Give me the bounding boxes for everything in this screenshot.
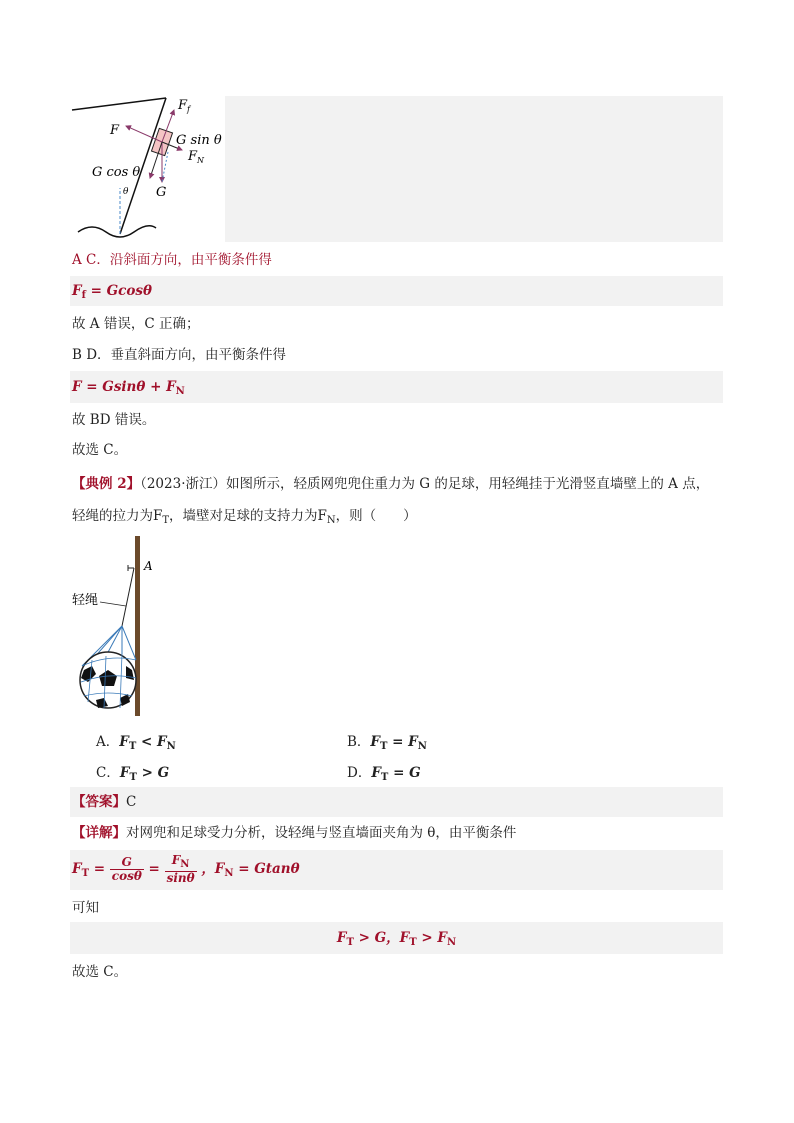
label-a: A bbox=[144, 559, 153, 573]
fraction-g-cos: $\frac{G}{\cos\theta}$ bbox=[111, 855, 142, 883]
incline-force-diagram bbox=[70, 96, 225, 242]
detail-line: 【详解】对网兜和足球受力分析，设轻绳与竖直墙面夹角为 θ，由平衡条件 bbox=[72, 825, 517, 841]
label-f: F bbox=[110, 123, 120, 138]
football-wall-diagram bbox=[70, 532, 180, 718]
fraction-fn-sin: $\frac{F_N}{\sin\theta}$ bbox=[166, 853, 195, 885]
example2-text2: 轻绳的拉力为$F_T$，墙壁对足球的支持力为$F_N$，则（ ） bbox=[72, 508, 417, 526]
label-fn: $F_N$ bbox=[188, 149, 205, 165]
option-d[interactable]: D．$F_T = G$ bbox=[347, 765, 421, 783]
bd-conclusion: 故 BD 错误。 bbox=[72, 412, 156, 428]
pick-c-1: 故选 C。 bbox=[72, 442, 128, 458]
label-g: G bbox=[156, 185, 167, 200]
answer-band bbox=[70, 787, 723, 817]
eq2: $F = Gsin\theta + F_N$ bbox=[72, 379, 185, 397]
label-gcos: G cos θ bbox=[92, 165, 141, 180]
know-line: 可知 bbox=[72, 900, 99, 916]
option-a[interactable]: A．$F_T < F_N$ bbox=[96, 734, 176, 752]
detail-formula: $F_T$ = $\frac{G}{\cos\theta}$ = $\frac{F_N}{\sin\theta}$ ，$F_N = Gtan\theta$ bbox=[72, 853, 300, 885]
ac-conclusion: 故 A 错误，C 正确； bbox=[72, 316, 200, 332]
option-c[interactable]: C．$F_T > G$ bbox=[96, 765, 170, 783]
option-b[interactable]: B．$F_T = F_N$ bbox=[347, 734, 427, 752]
example2-text1: 【典例 2】（2023·浙江）如图所示，轻质网兜兜住重力为 G 的足球，用轻绳挂于光滑竖直墙壁上的 A 点， bbox=[72, 476, 710, 492]
label-ff: $F_f$ bbox=[178, 98, 190, 114]
label-gsin: G sin θ bbox=[176, 133, 222, 148]
result-line: $F_T > G$，$F_T > F_N$ bbox=[336, 930, 457, 948]
eq1: $F_f = Gcos\theta$ bbox=[72, 283, 152, 301]
ac-heading: A C．沿斜面方向，由平衡条件得 bbox=[72, 252, 272, 268]
label-rope: 轻绳 bbox=[72, 593, 99, 608]
eq1-band bbox=[70, 276, 723, 306]
pick-c-2: 故选 C。 bbox=[72, 964, 128, 980]
answer-line: 【答案】C bbox=[72, 794, 137, 810]
label-theta: θ bbox=[123, 187, 129, 197]
bd-heading: B D．垂直斜面方向，由平衡条件得 bbox=[72, 347, 287, 363]
